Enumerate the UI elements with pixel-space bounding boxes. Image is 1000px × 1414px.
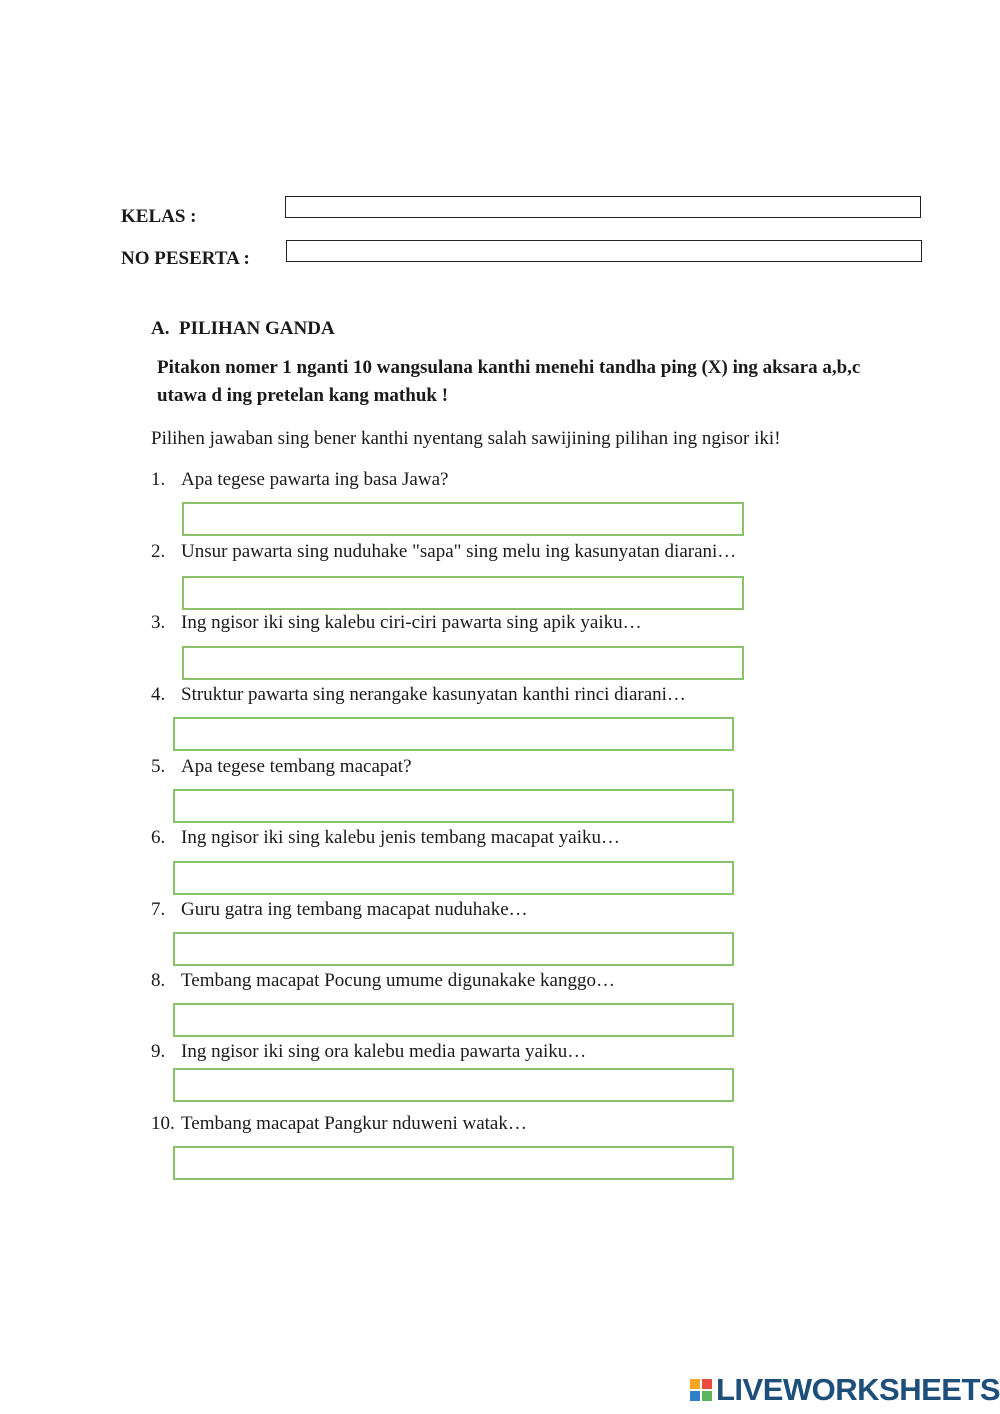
answer-box-1[interactable] [182,502,744,536]
answer-box-5[interactable] [173,789,734,823]
question-number: 3. [151,612,166,633]
section-title: A. PILIHAN GANDA [151,318,335,339]
question-number: 9. [151,1041,166,1062]
question-text: Tembang macapat Pocung umume digunakake kanggo… [181,970,615,991]
answer-box-6[interactable] [173,861,734,895]
question-text: Guru gatra ing tembang macapat nuduhake… [181,899,528,920]
peserta-input[interactable] [286,240,922,262]
subinstruction: Pilihen jawaban sing bener kanthi nyentang salah sawijining pilihan ing ngisor iki! [151,428,781,449]
question-number: 7. [151,899,166,920]
question-text: Struktur pawarta sing nerangake kasunyatan kanthi rinci diarani… [181,684,686,705]
logo-text: LIVEWORKSHEETS [716,1372,1000,1407]
question-8 [151,970,615,992]
kelas-input[interactable] [285,196,921,218]
question-text: Ing ngisor iki sing ora kalebu media pawarta yaiku… [181,1041,587,1062]
question-text: Ing ngisor iki sing kalebu ciri-ciri pawarta sing apik yaiku… [181,612,642,633]
instruction-line-2: utawa d ing pretelan kang mathuk ! [157,385,449,406]
answer-box-2[interactable] [182,576,744,610]
liveworksheets-mark-icon [690,1377,714,1403]
liveworksheets-logo [690,1372,1000,1408]
question-number: 4. [151,684,166,705]
question-text: Tembang macapat Pangkur nduweni watak… [181,1113,527,1134]
answer-box-10[interactable] [173,1146,734,1180]
question-7 [151,899,528,921]
question-number: 2. [151,541,166,562]
question-number: 8. [151,970,166,991]
answer-box-8[interactable] [173,1003,734,1037]
question-text: Apa tegese tembang macapat? [181,756,412,777]
answer-box-3[interactable] [182,646,744,680]
question-text: Apa tegese pawarta ing basa Jawa? [181,469,449,490]
question-10 [151,1113,527,1135]
kelas-label: KELAS : [121,206,197,227]
question-text: Ing ngisor iki sing kalebu jenis tembang macapat yaiku… [181,827,621,848]
question-number: 5. [151,756,166,777]
instruction-line-1: Pitakon nomer 1 nganti 10 wangsulana kanthi menehi tandha ping (X) ing aksara a,b,c [157,357,861,378]
question-text: Unsur pawarta sing nuduhake "sapa" sing melu ing kasunyatan diarani… [181,541,737,562]
answer-box-9[interactable] [173,1068,734,1102]
question-number: 1. [151,469,166,490]
question-2 [151,541,736,563]
question-1 [151,469,448,491]
question-5 [151,756,412,778]
question-number: 10. [151,1113,175,1134]
question-6 [151,827,620,849]
question-number: 6. [151,827,166,848]
instruction [157,354,957,410]
answer-box-7[interactable] [173,932,734,966]
question-9 [151,1041,586,1063]
peserta-label: NO PESERTA : [121,248,250,269]
question-4 [151,684,686,706]
answer-box-4[interactable] [173,717,734,751]
question-3 [151,612,642,634]
